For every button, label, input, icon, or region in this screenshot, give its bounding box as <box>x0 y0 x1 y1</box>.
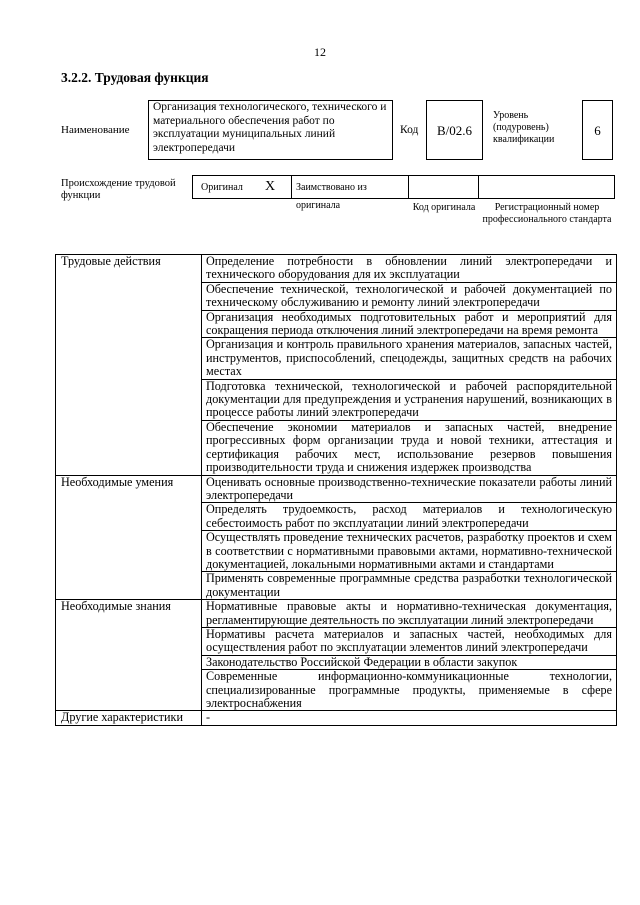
section-label: Необходимые умения <box>56 475 202 600</box>
table-row <box>56 711 617 725</box>
function-name-box <box>148 100 393 160</box>
section-item: Обеспечение экономии материалов и запасных частей, внедрение прогрессивных форм организации труда и новой техники, аттестация и сертификация рабочих мест, использование резервов повышения производительности труда и снижения издержек производства <box>202 420 617 475</box>
name-label: Наименование <box>61 124 130 136</box>
original-box <box>192 175 292 199</box>
section-item: Законодательство Российской Федерации в области закупок <box>202 655 617 669</box>
original-mark: Х <box>265 179 276 194</box>
origin-label: Происхождение трудовой функции <box>61 178 176 201</box>
section-item: Организация необходимых подготовительных работ и мероприятий для сокращения периода отключения линий электропередачи на время ремонта <box>202 310 617 338</box>
section-item: Осуществлять проведение технических расчетов, разработку проектов и схем в соответствии с нормативными правовыми актами, нормативно-технической документацией, локальными нормативными актами и стандартами <box>202 531 617 572</box>
table-row <box>56 255 617 283</box>
level-box <box>582 100 613 160</box>
level-value: 6 <box>594 123 601 138</box>
code-original-caption: Код оригинала <box>412 202 476 213</box>
code-value: B/02.6 <box>436 123 473 138</box>
section-item: Организация и контроль правильного хранения материалов, запасных частей, инструментов, приспособлений, спецодежды, защитных средств на рабочих местах <box>202 338 617 379</box>
section-item: Современные информационно-коммуникационные технологии, специализированные программные продукты, применяемые в сфере электроснабжения <box>202 670 617 711</box>
table-row <box>56 600 617 628</box>
section-item: - <box>202 711 617 725</box>
section-label: Трудовые действия <box>56 255 202 476</box>
section-item: Оценивать основные производственно-технические показатели работы линий электропередачи <box>202 475 617 503</box>
section-item: Нормативные правовые акты и нормативно-техническая документация, регламентирующие деятельность по эксплуатации линий электропередачи <box>202 600 617 628</box>
section-item: Нормативы расчета материалов и запасных частей, необходимых для осуществления работ по эксплуатации элементов линий электропередачи <box>202 627 617 655</box>
level-label: Уровень (подуровень) квалификации <box>493 110 555 145</box>
reg-number-box <box>478 175 615 199</box>
section-item: Определение потребности в обновлении линий электропередачи и технического оборудования для их эксплуатации <box>202 255 617 283</box>
borrowed-label: Заимствовано из оригинала <box>296 182 367 211</box>
section-item: Подготовка технической, технологической и рабочей распорядительной документации для предупреждения и устранения нарушений, возникающих в процессе работы линий электропередачи <box>202 379 617 420</box>
section-title: 3.2.2. Трудовая функция <box>61 70 209 85</box>
table-row <box>56 475 617 503</box>
function-table <box>55 254 617 726</box>
code-box <box>426 100 483 160</box>
code-label: Код <box>400 124 419 136</box>
section-label: Другие характеристики <box>56 711 202 725</box>
borrowed-box <box>291 175 409 211</box>
section-item: Определять трудоемкость, расход материалов и технологическую себестоимость работ по эксплуатации линий электропередачи <box>202 503 617 531</box>
original-label: Оригинал <box>201 182 243 193</box>
section-item: Обеспечение технической, технологической и рабочей документацией по техническому обслуживанию и ремонту линий электропередачи <box>202 282 617 310</box>
page-number: 12 <box>314 45 326 59</box>
reg-number-caption: Регистрационный номер профессионального стандарта <box>482 202 612 225</box>
function-name: Организация технологического, технического и материального обеспечения работ по эксплуатации муниципальных линий электропередачи <box>153 101 387 154</box>
section-item: Применять современные программные средства разработки технологической документации <box>202 572 617 600</box>
code-original-box <box>408 175 479 199</box>
section-label: Необходимые знания <box>56 600 202 711</box>
